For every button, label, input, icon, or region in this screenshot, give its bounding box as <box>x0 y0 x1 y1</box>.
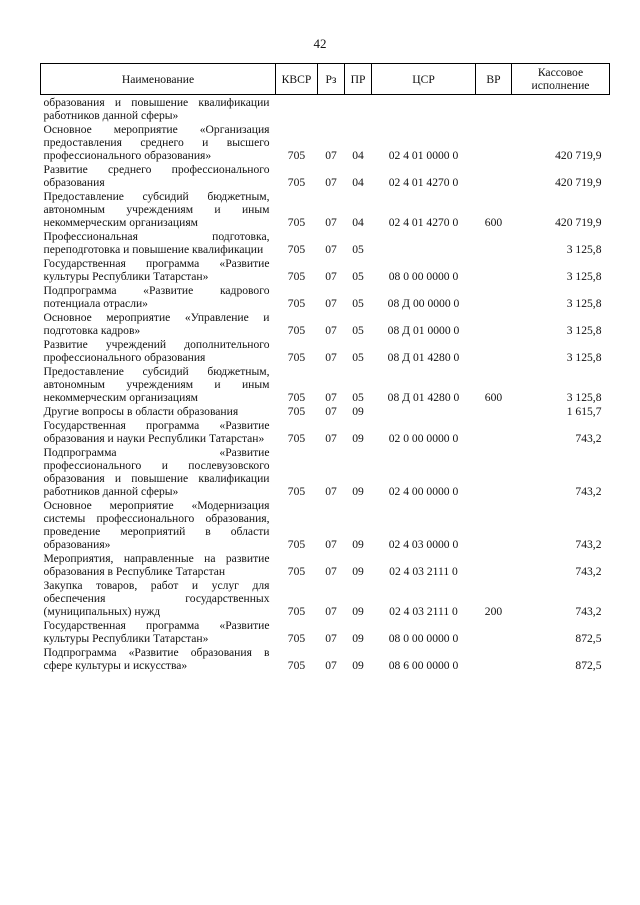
row-kvsr: 705 <box>287 432 306 445</box>
row-kvsr: 705 <box>287 391 306 404</box>
table-row <box>41 419 610 446</box>
row-rz: 07 <box>325 176 337 189</box>
row-pr: 09 <box>352 632 364 645</box>
table-row <box>41 499 610 552</box>
row-rz: 07 <box>325 270 337 283</box>
row-csr <box>372 405 476 419</box>
row-rz: 07 <box>325 391 337 404</box>
row-amount: 743,2 <box>575 538 602 551</box>
table-header-row <box>41 64 610 95</box>
row-kvsr: 705 <box>287 351 306 364</box>
row-csr: 02 4 03 0000 0 <box>388 538 459 551</box>
row-csr: 02 4 01 4270 0 <box>388 216 459 229</box>
row-csr: 08 Д 01 0000 0 <box>387 324 460 337</box>
row-rz: 07 <box>325 216 337 229</box>
row-vr <box>476 230 512 257</box>
row-csr: 02 4 01 0000 0 <box>388 149 459 162</box>
table-row <box>41 311 610 338</box>
header-vr: ВР <box>476 64 512 95</box>
row-vr <box>476 405 512 419</box>
row-vr <box>476 646 512 673</box>
row-rz: 07 <box>325 149 337 162</box>
row-name: Предоставление субсидий бюджетным, автономным учреждениям и иным некоммерческим организациям <box>43 365 270 404</box>
row-kvsr: 705 <box>287 176 306 189</box>
row-rz: 07 <box>325 243 337 256</box>
row-vr <box>476 95 512 124</box>
row-rz: 07 <box>325 432 337 445</box>
row-kvsr: 705 <box>287 405 306 418</box>
row-name: Профессиональная подготовка, переподготовка и повышение квалификации <box>43 230 270 256</box>
row-pr: 09 <box>352 485 364 498</box>
header-kvsr: КВСР <box>276 64 318 95</box>
row-kvsr <box>276 95 318 124</box>
table-row <box>41 405 610 419</box>
row-rz: 07 <box>325 485 337 498</box>
row-vr <box>476 499 512 552</box>
row-rz: 07 <box>325 565 337 578</box>
row-kvsr: 705 <box>287 632 306 645</box>
row-amount: 743,2 <box>575 605 602 618</box>
row-pr: 09 <box>352 565 364 578</box>
row-pr: 05 <box>352 297 364 310</box>
header-amount: Кассовое исполнение <box>512 64 610 95</box>
row-pr: 09 <box>352 405 364 418</box>
row-vr: 600 <box>484 216 503 229</box>
row-name: Государственная программа «Развитие образования и науки Республики Татарстан» <box>43 419 270 445</box>
row-amount: 420 719,9 <box>555 176 602 189</box>
row-csr: 02 4 03 2111 0 <box>389 605 458 618</box>
row-vr <box>476 446 512 499</box>
row-csr: 02 4 03 2111 0 <box>389 565 458 578</box>
table-row <box>41 230 610 257</box>
row-name: Предоставление субсидий бюджетным, автономным учреждениям и иным некоммерческим организациям <box>43 190 270 229</box>
row-kvsr: 705 <box>287 485 306 498</box>
row-csr: 08 0 00 0000 0 <box>388 270 459 283</box>
row-vr <box>476 123 512 163</box>
row-kvsr: 705 <box>287 538 306 551</box>
row-rz: 07 <box>325 538 337 551</box>
row-vr: 200 <box>484 605 503 618</box>
row-pr: 04 <box>352 149 364 162</box>
table-row <box>41 95 610 124</box>
table-row <box>41 552 610 579</box>
row-rz: 07 <box>325 297 337 310</box>
row-name: Другие вопросы в области образования <box>43 405 239 418</box>
row-pr: 04 <box>352 216 364 229</box>
row-name: Мероприятия, направленные на развитие образования в Республике Татарстан <box>43 552 270 578</box>
row-vr <box>476 338 512 365</box>
row-amount: 872,5 <box>575 632 602 645</box>
row-rz <box>318 95 345 124</box>
row-amount: 872,5 <box>575 659 602 672</box>
row-kvsr: 705 <box>287 297 306 310</box>
row-name: Подпрограмма «Развитие кадрового потенциала отрасли» <box>43 284 270 310</box>
row-name: Государственная программа «Развитие культуры Республики Татарстан» <box>43 619 270 645</box>
row-vr <box>476 257 512 284</box>
row-kvsr: 705 <box>287 659 306 672</box>
row-name: Основное мероприятие «Модернизация системы профессионального образования, проведение мероприятий в области образования» <box>43 499 270 551</box>
row-name: Развитие учреждений дополнительного профессионального образования <box>43 338 270 364</box>
table-row <box>41 365 610 405</box>
row-vr: 600 <box>484 391 503 404</box>
row-pr: 09 <box>352 659 364 672</box>
row-kvsr: 705 <box>287 216 306 229</box>
row-rz: 07 <box>325 632 337 645</box>
row-name: Подпрограмма «Развитие профессионального и послевузовского образования и повышение квалификации работников данной сферы» <box>43 446 270 498</box>
row-vr <box>476 419 512 446</box>
row-name: Основное мероприятие «Организация предоставления среднего и высшего профессионального образования» <box>43 123 270 162</box>
row-amount: 3 125,8 <box>566 270 602 283</box>
row-amount: 3 125,8 <box>566 351 602 364</box>
header-csr: ЦСР <box>372 64 476 95</box>
row-name: Развитие среднего профессионального образования <box>43 163 270 189</box>
row-pr: 05 <box>352 270 364 283</box>
row-name: Основное мероприятие «Управление и подготовка кадров» <box>43 311 270 337</box>
row-csr <box>372 230 476 257</box>
row-name: образования и повышение квалификации работников данной сферы» <box>43 96 270 122</box>
row-csr: 08 Д 01 4280 0 <box>387 391 460 404</box>
row-vr <box>476 619 512 646</box>
row-kvsr: 705 <box>287 605 306 618</box>
row-rz: 07 <box>325 324 337 337</box>
row-amount: 420 719,9 <box>555 216 602 229</box>
row-rz: 07 <box>325 351 337 364</box>
table-row <box>41 190 610 230</box>
table-row <box>41 338 610 365</box>
row-amount <box>512 95 610 124</box>
row-pr: 05 <box>352 243 364 256</box>
row-amount: 3 125,8 <box>566 243 602 256</box>
row-amount: 1 615,7 <box>566 405 602 418</box>
row-rz: 07 <box>325 405 337 418</box>
table-body <box>41 95 610 674</box>
row-kvsr: 705 <box>287 149 306 162</box>
table-row <box>41 284 610 311</box>
row-amount: 3 125,8 <box>566 297 602 310</box>
row-csr: 08 6 00 0000 0 <box>388 659 459 672</box>
row-pr: 05 <box>352 351 364 364</box>
row-vr <box>476 163 512 190</box>
table-row <box>41 619 610 646</box>
row-amount: 3 125,8 <box>566 391 602 404</box>
row-pr: 05 <box>352 391 364 404</box>
table-row <box>41 579 610 619</box>
header-pr: ПР <box>345 64 372 95</box>
row-amount: 743,2 <box>575 565 602 578</box>
row-amount: 420 719,9 <box>555 149 602 162</box>
row-csr: 02 0 00 0000 0 <box>388 432 459 445</box>
row-pr: 05 <box>352 324 364 337</box>
row-name: Закупка товаров, работ и услуг для обеспечения государственных (муниципальных) нужд <box>43 579 270 618</box>
row-rz: 07 <box>325 605 337 618</box>
row-csr <box>372 95 476 124</box>
row-pr: 09 <box>352 605 364 618</box>
row-name: Государственная программа «Развитие культуры Республики Татарстан» <box>43 257 270 283</box>
table-row <box>41 646 610 673</box>
table-row <box>41 446 610 499</box>
row-vr <box>476 552 512 579</box>
row-kvsr: 705 <box>287 324 306 337</box>
header-rz: Рз <box>318 64 345 95</box>
row-csr: 02 4 01 4270 0 <box>388 176 459 189</box>
row-amount: 3 125,8 <box>566 324 602 337</box>
row-vr <box>476 311 512 338</box>
row-csr: 02 4 00 0000 0 <box>388 485 459 498</box>
page-number: 42 <box>313 36 327 51</box>
row-pr: 04 <box>352 176 364 189</box>
table-row <box>41 163 610 190</box>
table-row <box>41 257 610 284</box>
row-pr <box>345 95 372 124</box>
row-pr: 09 <box>352 538 364 551</box>
row-csr: 08 Д 00 0000 0 <box>387 297 460 310</box>
header-name: Наименование <box>41 64 276 95</box>
row-amount: 743,2 <box>575 432 602 445</box>
row-rz: 07 <box>325 659 337 672</box>
row-amount: 743,2 <box>575 485 602 498</box>
budget-table <box>40 63 610 673</box>
row-kvsr: 705 <box>287 243 306 256</box>
row-pr: 09 <box>352 432 364 445</box>
row-vr <box>476 284 512 311</box>
row-csr: 08 0 00 0000 0 <box>388 632 459 645</box>
row-name: Подпрограмма «Развитие образования в сфере культуры и искусства» <box>43 646 270 672</box>
table-row <box>41 123 610 163</box>
row-csr: 08 Д 01 4280 0 <box>387 351 460 364</box>
row-kvsr: 705 <box>287 565 306 578</box>
row-kvsr: 705 <box>287 270 306 283</box>
